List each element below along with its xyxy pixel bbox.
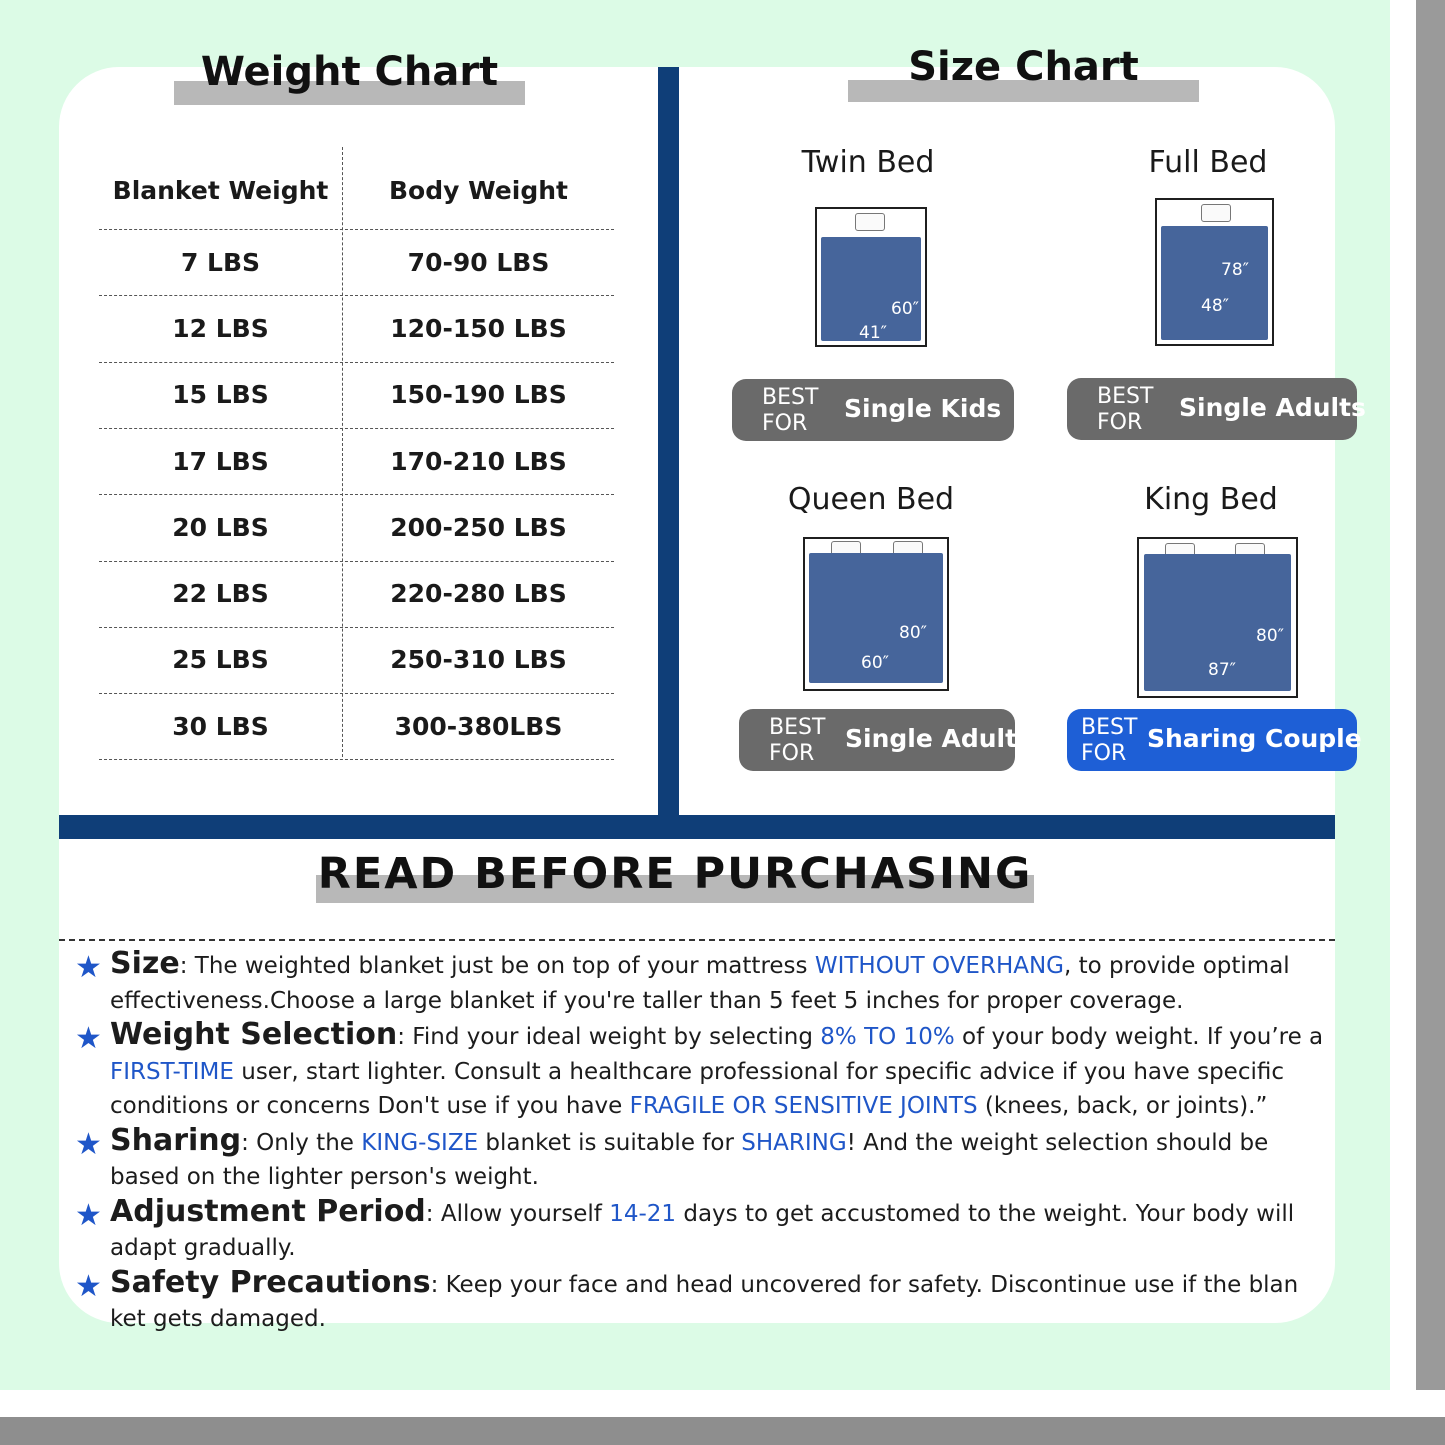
divider-corner-left	[619, 747, 658, 815]
note-line	[110, 1055, 1335, 1090]
note-text: : Find your ideal weight by selecting	[397, 1024, 821, 1050]
best-for-label: BEST FOR	[1097, 384, 1154, 435]
header-blanket-weight: Blanket Weight	[112, 175, 329, 205]
bed-diagram	[815, 207, 927, 347]
star-icon: ★	[75, 950, 102, 985]
best-for-badge	[732, 379, 1014, 441]
table-row	[99, 627, 614, 693]
note-title: Sharing	[110, 1122, 242, 1158]
note-text: of your body weight. If you’re a	[954, 1024, 1324, 1050]
note-text: : Only the	[241, 1129, 362, 1156]
highlight-text: KING-SIZE	[361, 1129, 479, 1156]
note-title: Adjustment Period	[110, 1193, 426, 1229]
note-text: user, start lighter. Consult a healthcare professional for specific advice if you have specific	[233, 1058, 1284, 1085]
note-line	[110, 1124, 1335, 1161]
horizontal-divider	[59, 815, 1335, 839]
table-rule	[99, 759, 614, 760]
body-weight-cell: 120-150 LBS	[390, 313, 567, 343]
highlight-text: FIRST-TIME	[110, 1058, 234, 1085]
bed-title: Twin Bed	[801, 145, 935, 180]
note-text: blanket is suitable for	[478, 1129, 742, 1156]
mattress	[1144, 554, 1291, 691]
blanket-weight-cell: 22 LBS	[172, 579, 269, 609]
note-text: based on the lighter person's weight.	[110, 1164, 539, 1190]
best-for-value: Single Adults	[1179, 393, 1366, 422]
best-for-label: BEST FOR	[762, 385, 819, 436]
blanket-weight-cell: 17 LBS	[172, 446, 269, 476]
highlight-text: WITHOUT OVERHANG	[814, 953, 1064, 979]
pillow-icon	[1201, 204, 1231, 222]
pillow-icon	[855, 213, 885, 231]
frame-bottom-shadow	[0, 1417, 1445, 1445]
read-before-title: READ BEFORE PURCHASING	[317, 849, 1033, 899]
weight-chart-title: Weight Chart	[200, 49, 499, 95]
note-text: days to get accustomed to the weight. Your body will	[676, 1200, 1295, 1227]
bed-title: King Bed	[1144, 482, 1278, 517]
blanket-weight-cell: 25 LBS	[172, 645, 269, 675]
table-row	[99, 362, 614, 428]
note-line	[110, 1089, 1335, 1124]
note-text: : The weighted blanket just be on top of your mattress	[179, 953, 815, 979]
note-text: adapt gradually.	[110, 1235, 296, 1261]
size-chart-title: Size Chart	[908, 44, 1139, 90]
blanket-weight-cell: 7 LBS	[180, 247, 261, 277]
table-row	[99, 295, 614, 361]
note-item	[75, 1195, 1335, 1266]
note-title: Size	[110, 946, 180, 981]
body-weight-cell: 300-380LBS	[394, 711, 563, 741]
note-line	[110, 984, 1335, 1019]
mattress	[821, 237, 921, 341]
highlight-text: SHARING	[741, 1129, 847, 1156]
bed-diagram	[1137, 537, 1298, 698]
mattress	[1161, 226, 1268, 340]
note-line	[110, 1266, 1335, 1303]
best-for-value: Single Adults	[845, 724, 1032, 753]
read-before-heading	[316, 845, 1034, 903]
note-line	[110, 1231, 1335, 1266]
star-icon: ★	[75, 1126, 102, 1162]
bed-diagram	[803, 537, 949, 691]
blanket-weight-cell: 30 LBS	[172, 711, 269, 741]
bed-title: Queen Bed	[787, 482, 955, 517]
mattress	[809, 553, 943, 683]
note-line	[110, 947, 1335, 984]
note-text: , to provide optimal	[1064, 953, 1290, 979]
body-weight-cell: 170-210 LBS	[390, 446, 567, 476]
bed-width-label: 87″	[1208, 660, 1236, 680]
best-for-badge	[739, 709, 1032, 771]
highlight-text: FRAGILE OR SENSITIVE JOINTS	[629, 1093, 978, 1119]
bed-width-label: 41″	[859, 323, 887, 343]
blanket-weight-cell: 20 LBS	[172, 512, 269, 542]
body-weight-cell: 200-250 LBS	[390, 512, 567, 542]
note-title: Weight Selection	[110, 1017, 398, 1052]
table-row	[99, 693, 614, 759]
body-weight-cell: 70-90 LBS	[407, 247, 550, 277]
note-item	[75, 1266, 1335, 1337]
note-text: conditions or concerns Don't use if you have	[110, 1093, 630, 1119]
purchase-notes	[75, 947, 1335, 1337]
star-icon: ★	[75, 1268, 102, 1304]
bed-width-label: 48″	[1201, 296, 1229, 316]
note-line	[110, 1018, 1335, 1055]
bed-width-label: 60″	[861, 653, 889, 673]
header-body-weight: Body Weight	[389, 175, 568, 205]
size-chart-heading	[848, 44, 1199, 102]
note-line	[110, 1302, 1335, 1337]
body-weight-cell: 220-280 LBS	[390, 579, 567, 609]
bed-title: Full Bed	[1148, 145, 1268, 180]
table-row	[99, 229, 614, 295]
bed-diagram	[1155, 198, 1274, 346]
weight-chart-heading	[174, 45, 525, 105]
weight-table-header	[99, 155, 614, 225]
note-text: ! And the weight selection should be	[846, 1129, 1269, 1156]
body-weight-cell: 250-310 LBS	[390, 645, 567, 675]
note-line	[110, 1195, 1335, 1232]
note-text: : Allow yourself	[425, 1200, 610, 1227]
note-item	[75, 1018, 1335, 1124]
star-icon: ★	[75, 1021, 102, 1056]
best-for-value: Sharing Couple	[1147, 724, 1362, 753]
frame-right-shadow	[1416, 0, 1445, 1445]
bed-length-label: 80″	[899, 623, 927, 643]
body-weight-cell: 150-190 LBS	[390, 380, 567, 410]
table-row	[99, 494, 614, 560]
note-text: ket gets damaged.	[110, 1306, 326, 1332]
best-for-label: BEST FOR	[1081, 715, 1138, 766]
best-for-label: BEST FOR	[769, 715, 826, 766]
info-card	[59, 44, 1366, 1332]
highlight-text: 14-21	[609, 1200, 677, 1227]
note-title: Safety Precautions	[110, 1264, 431, 1300]
bed-length-label: 80″	[1256, 626, 1284, 646]
table-row	[99, 561, 614, 627]
note-item	[75, 1124, 1335, 1195]
table-row	[99, 428, 614, 494]
best-for-badge	[1067, 709, 1362, 771]
vertical-divider	[658, 67, 679, 837]
highlight-text: 8% TO 10%	[820, 1024, 955, 1050]
note-text: : Keep your face and head uncovered for safety. Discontinue use if the blan	[430, 1271, 1299, 1298]
note-item	[75, 947, 1335, 1018]
divider-corner-right	[679, 747, 719, 815]
bed-length-label: 78″	[1221, 260, 1249, 280]
blanket-weight-cell: 15 LBS	[172, 380, 269, 410]
bed-length-label: 60″	[891, 299, 919, 319]
best-for-value: Single Kids	[844, 394, 1002, 423]
dashed-separator	[59, 939, 1335, 941]
best-for-badge	[1067, 378, 1366, 440]
star-icon: ★	[75, 1197, 102, 1233]
note-text: effectiveness.Choose a large blanket if you're taller than 5 feet 5 inches for proper coverage.	[110, 987, 1184, 1014]
blanket-weight-cell: 12 LBS	[172, 313, 269, 343]
note-line	[110, 1160, 1335, 1195]
note-text: (knees, back, or joints).”	[977, 1093, 1268, 1119]
